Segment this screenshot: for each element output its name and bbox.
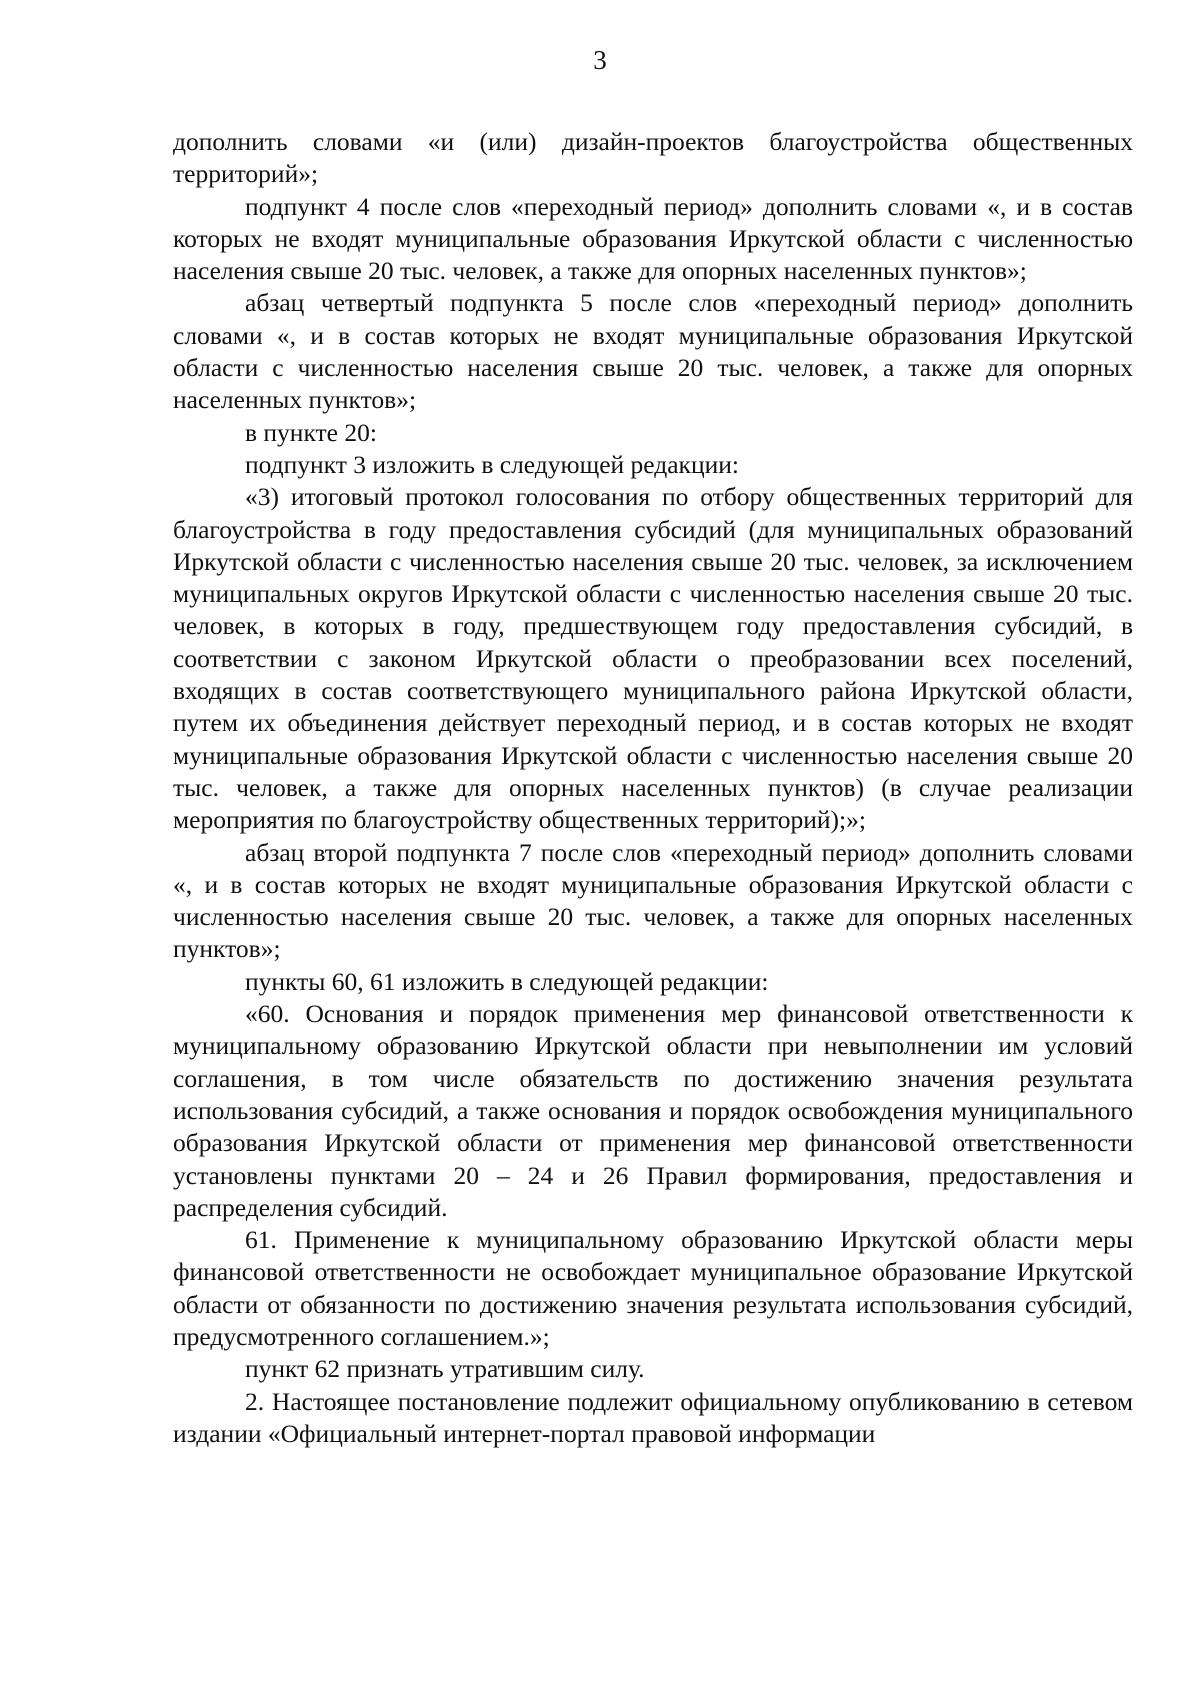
- paragraph-subitem-4: подпункт 4 после слов «переходный период» дополнить словами «, и в состав которых не входят муниципальные образования Иркутской области с численностью населения свыше 20 тыс. человек, а также для опорных населенных пунктов»;: [173, 191, 1133, 286]
- paragraph-items-60-61-intro: пункты 60, 61 изложить в следующей редакции:: [245, 966, 769, 996]
- paragraph-item-20: в пункте 20:: [245, 417, 377, 447]
- paragraph-publication: 2. Настоящее постановление подлежит официальному опубликованию в сетевом издании «Официальный интернет-портал правовой информации: [173, 1386, 1133, 1448]
- paragraph-item-61: 61. Применение к муниципальному образованию Иркутской области меры финансовой ответственности не освобождает муниципальное образование Иркутской области от обязанности по достижению значения результата использования субсидий, предусмотренного соглашением.»;: [173, 1225, 1133, 1351]
- paragraph-subitem-3-intro: подпункт 3 изложить в следующей редакции:: [245, 449, 739, 479]
- paragraph-item-60: «60. Основания и порядок применения мер финансовой ответственности к муниципальному образованию Иркутской области при невыполнении им условий соглашения, в том числе обязательств по достижению значения результата использования субсидий, а также основания и порядок освобождения муниципального образования Иркутской области от применения мер финансовой ответственности установлены пунктами 20 – 24 и 26 Правил формирования, предоставления и распределения субсидий.: [173, 999, 1133, 1222]
- document-body: [173, 126, 1133, 1450]
- paragraph-continuation: дополнить словами «и (или) дизайн-проектов благоустройства общественных территорий»;: [173, 127, 1133, 189]
- paragraph-subitem-3-text: «3) итоговый протокол голосования по отбору общественных территорий для благоустройства в году предоставления субсидий (для муниципальных образований Иркутской области с численностью населения свыше 20 тыс. человек, за исключением муниципальных округов Иркутской области с численностью населения свыше 20 тыс. человек, в которых в году, предшествующем году предоставления субсидий, в соответствии с законом Иркутской области о преобразовании всех поселений, входящих в состав соответствующего муниципального района Иркутской области, путем их объединения действует переходный период, и в состав которых не входят муниципальные образования Иркутской области с численностью населения свыше 20 тыс. человек, а также для опорных населенных пунктов) (в случае реализации мероприятия по благоустройству общественных территорий);»;: [173, 482, 1133, 835]
- paragraph-item-62: пункт 62 признать утратившим силу.: [245, 1354, 645, 1384]
- paragraph-subitem-5: абзац четвертый подпункта 5 после слов «переходный период» дополнить словами «, и в состав которых не входят муниципальные образования Иркутской области с численностью населения свыше 20 тыс. человек, а также для опорных населенных пунктов»;: [173, 288, 1133, 415]
- paragraph-subitem-7: абзац второй подпункта 7 после слов «переходный период» дополнить словами «, и в состав которых не входят муниципальные образования Иркутской области с численностью населения свыше 20 тыс. человек, а также для опорных населенных пунктов»;: [173, 837, 1133, 964]
- page-number: 3: [593, 45, 607, 75]
